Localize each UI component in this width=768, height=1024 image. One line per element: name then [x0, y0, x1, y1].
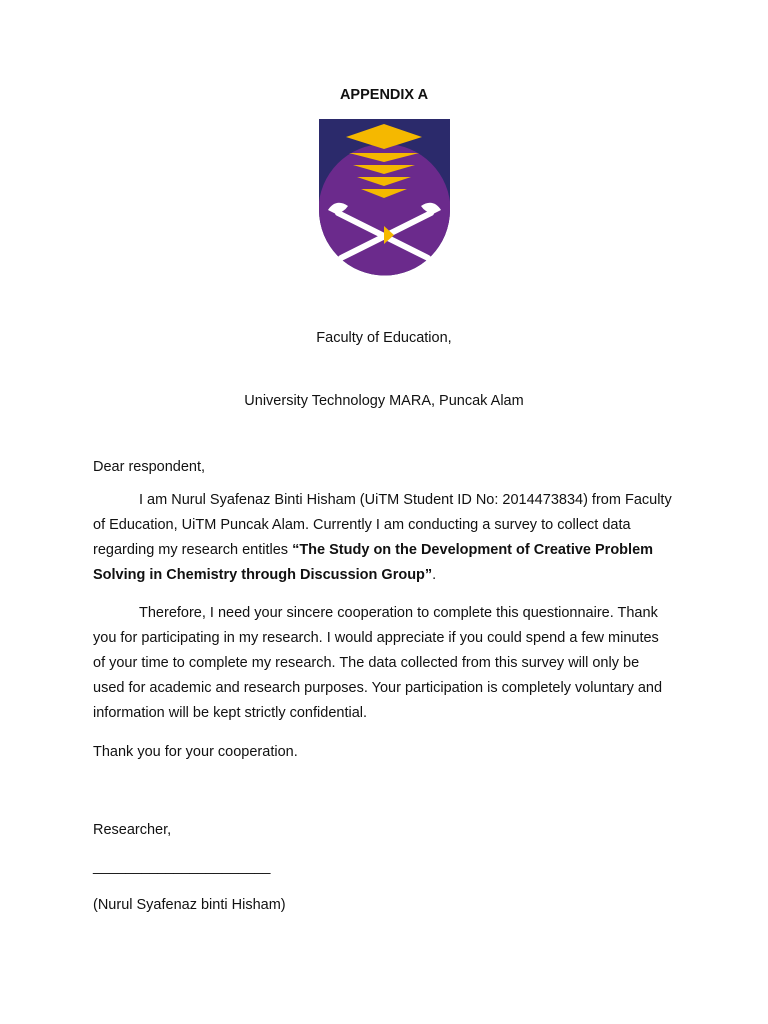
intro-text: I am Nurul Syafenaz Binti Hisham (UiTM Student ID No: 2014473834) from Faculty of Education, UiTM Puncak Alam. Currently I am conducting a survey to collect data regarding my research entitles: [93, 492, 672, 558]
researcher-label: Researcher,: [93, 822, 172, 838]
research-title: “The Study on the Development of Creative Problem Solving in Chemistry through Discussion Group”: [93, 542, 654, 583]
salutation: Dear respondent,: [93, 459, 206, 475]
intro-end: .: [432, 567, 437, 583]
signature-line: ______________________: [93, 859, 271, 875]
thanks-line: Thank you for your cooperation.: [93, 744, 298, 760]
faculty-name: Faculty of Education,: [316, 330, 452, 346]
request-text: Therefore, I need your sincere cooperation to complete this questionnaire. Thank you for participating in my research. I would appreciate if you could spend a few minutes of your time to complete my research. The data collected from this survey will only be used for academic and research purposes. Your participation is completely voluntary and information will be kept strictly confidential.: [93, 605, 663, 721]
researcher-name: (Nurul Syafenaz binti Hisham): [93, 897, 286, 913]
request-paragraph: [93, 601, 673, 726]
university-name: University Technology MARA, Puncak Alam: [244, 393, 524, 409]
page-title: APPENDIX A: [339, 87, 429, 103]
uitm-crest-logo: [318, 118, 451, 278]
intro-paragraph: [93, 488, 673, 588]
